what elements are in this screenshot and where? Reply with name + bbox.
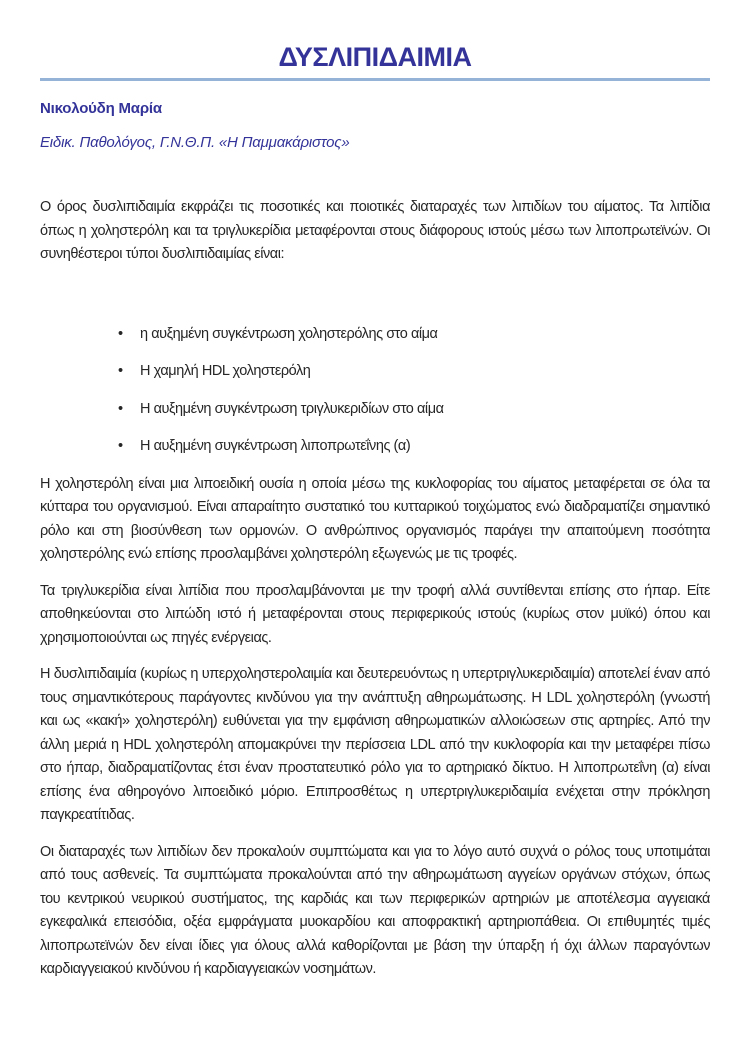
list-item (118, 360, 710, 384)
list-item-text: Η αυξημένη συγκέντρωση λιποπρωτεΐνης (α) (140, 438, 411, 454)
paragraph-triglycerides: Τα τριγλυκερίδια είναι λιπίδια που προσλαμβάνονται με την τροφή αλλά συντίθενται επίσης στο ήπαρ. Είτε αποθηκεύονται στο λιπώδη ιστό ή μεταφέρονται στους περιφερικούς ιστούς (κυρίως στον μυϊκό) όπου και χρησιμοποιούνται ως πηγές ενέργειας. (40, 582, 710, 646)
bullet-icon: • (118, 438, 123, 454)
bullet-icon: • (118, 363, 123, 379)
list-item (118, 323, 710, 347)
dyslipidemia-types-list (40, 323, 710, 459)
bullet-icon: • (118, 325, 123, 342)
list-item (118, 398, 710, 422)
list-item-text: η αυξημένη συγκέντρωση χοληστερόλης στο αίμα (140, 325, 438, 342)
author-name: Νικολούδη Μαρία (40, 100, 162, 117)
title-divider-rule (40, 78, 710, 81)
paragraph-cholesterol: Η χοληστερόλη είναι μια λιποειδική ουσία η οποία μέσω της κυκλοφορίας του αίματος μεταφέρεται σε όλα τα κύτταρα του οργανισμού. Είναι απαραίτητο συστατικό του κυτταρικού τοιχώματος ενώ διαδραματίζει σημαντικό ρόλο και στη βιοσύνθεση των ορμονών. Ο ανθρώπινος οργανισμός παράγει την απαιτούμενη ποσότητα χοληστερόλης ενώ επίσης προσλαμβάνει χοληστερόλη εξωγενώς με τις τροφές. (40, 475, 710, 562)
intro-paragraph: Ο όρος δυσλιπιδαιμία εκφράζει τις ποσοτικές και ποιοτικές διαταραχές των λιπιδίων του αίματος. Τα λιπίδια όπως η χοληστερόλη και τα τριγλυκερίδια μεταφέρονται στους διάφορους ιστούς μέσω των λιποπρωτεϊνών. Οι συνηθέστεροι τύποι δυσλιπιδαιμίας είναι: (40, 199, 710, 262)
paragraph-symptoms: Οι διαταραχές των λιπιδίων δεν προκαλούν συμπτώματα και για το λόγο αυτό συχνά ο ρόλος τους υποτιμάται από τους ασθενείς. Τα συμπτώματα προκαλούνται από την αθηρωμάτωση αγγείων οργάνων στόχων, όπως του κεντρικού νευρικού συστήματος, της καρδιάς και των περιφερικών αρτηριών με αποτέλεσμα αγγειακά εγκεφαλικά επεισόδια, οξέα εμφράγματα μυοκαρδίου και αποφρακτική αρτηριοπάθεια. Οι επιθυμητές τιμές λιποπρωτεϊνών δεν είναι ίδιες για όλους αλλά καθορίζονται με βάση την ύπαρξη ή όχι άλλων παραγόντων καρδιαγγειακού κινδύνου ή καρδιαγγειακών νοσημάτων. (40, 843, 710, 977)
bullet-icon: • (118, 400, 123, 417)
document-title: ΔΥΣΛΙΠΙΔΑΙΜΙΑ (278, 42, 472, 72)
paragraph-risk-factors: Η δυσλιπιδαιμία (κυρίως η υπερχοληστερολαιμία και δευτερευόντως η υπερτριγλυκεριδαιμία) αποτελεί έναν από τους σημαντικότερους παράγοντες κινδύνου για την ανάπτυξη αθηρωμάτωσης. Η LDL χοληστερόλη (γνωστή και ως «κακή» χοληστερόλη) ευθύνεται για την εμφάνιση αθηρωματικών αλλοιώσεων στις αρτηρίες. Από την άλλη μεριά η HDL χοληστερόλη απομακρύνει την περίσσεια LDL από την κυκλοφορία και την μεταφέρει πίσω στο ήπαρ, διαδραματίζοντας έτσι έναν προστατευτικό ρόλο για το αρτηριακό δίκτυο. Η λιποπρωτεΐνη (α) είναι επίσης ένα αθηρογόνο λιποειδικό μόριο. Επιπροσθέτως η υπερτριγλυκεριδαιμία ενέχεται στην πρόκληση παγκρεατίτιδας. (40, 666, 710, 823)
list-item-text: Η χαμηλή HDL χοληστερόλη (140, 363, 311, 379)
list-item-text: Η αυξημένη συγκέντρωση τριγλυκεριδίων στο αίμα (140, 400, 444, 417)
list-item (118, 435, 710, 459)
author-affiliation: Ειδικ. Παθολόγος, Γ.Ν.Θ.Π. «Η Παμμακάριστος» (40, 134, 350, 151)
